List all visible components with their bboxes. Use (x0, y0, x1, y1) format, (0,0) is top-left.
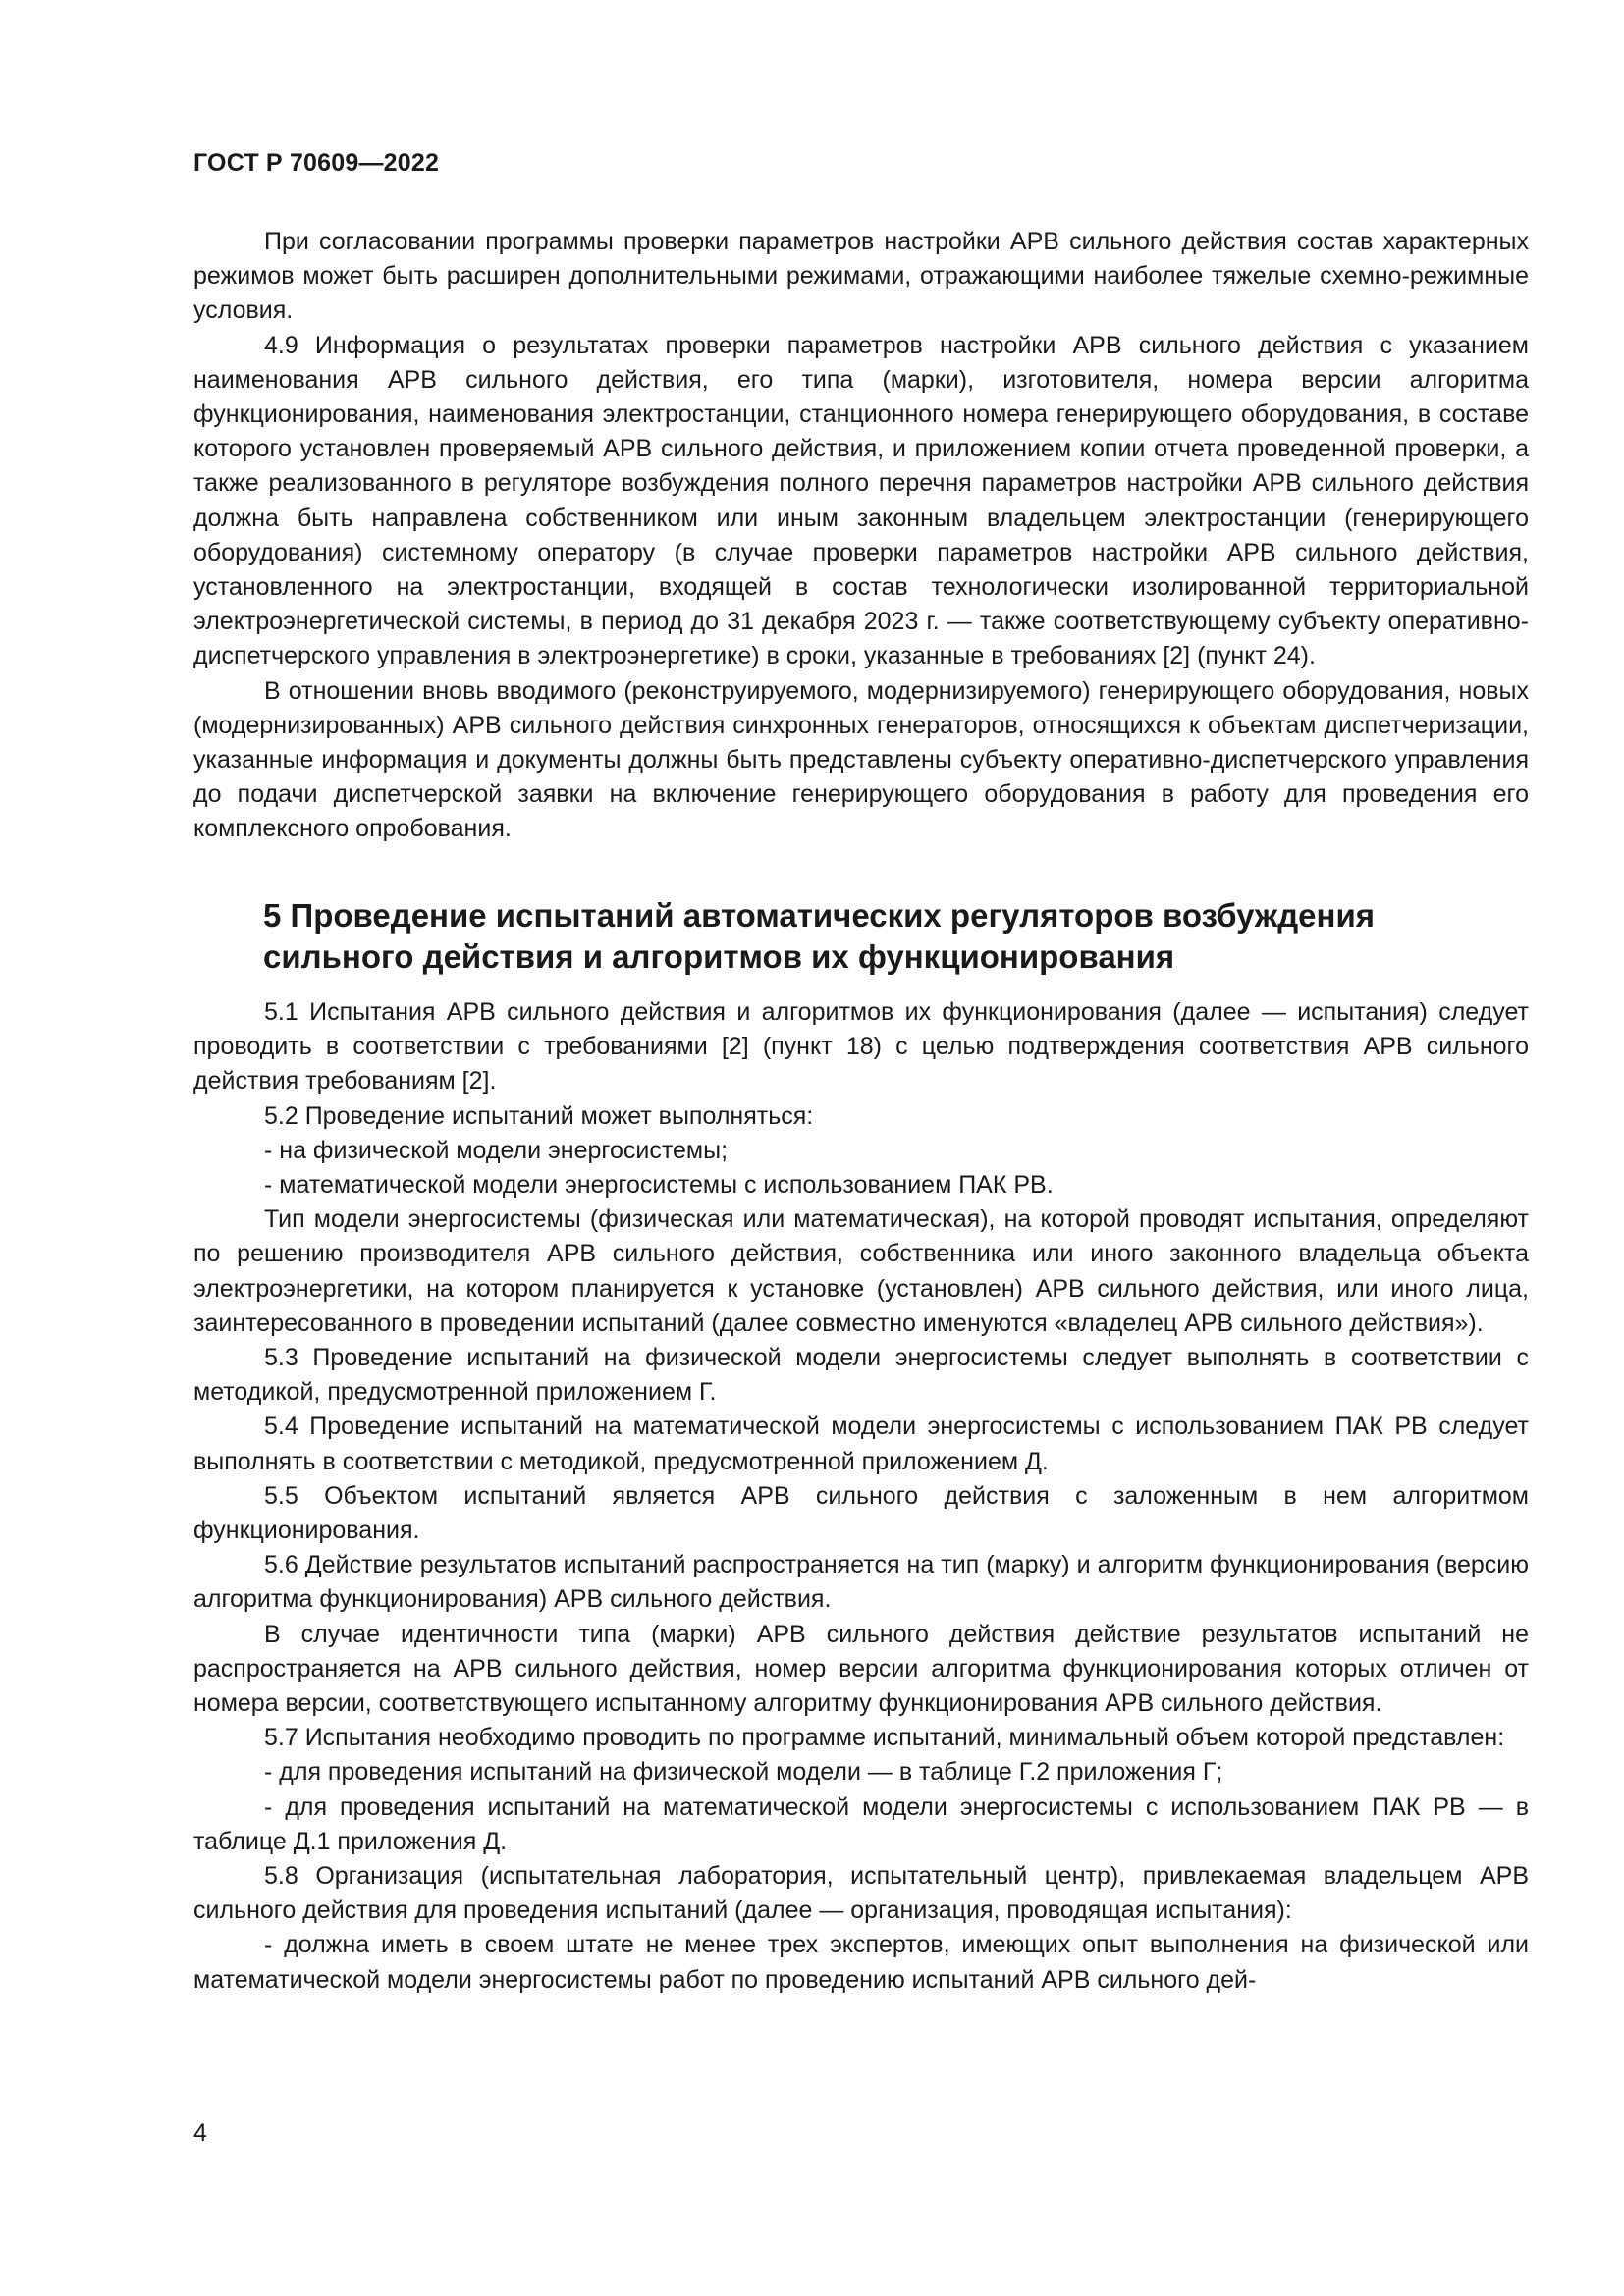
text-block-section-4 (193, 225, 1529, 847)
paragraph-5-1: 5.1 Испытания АРВ сильного действия и алгоритмов их функционирования (далее — испытания) следует проводить в соответствии с требованиями [2] (пункт 18) с целью подтверждения соответствия АРВ сильного действия требованиям [2]. (193, 998, 1529, 1095)
paragraph: В отношении вновь вводимого (реконструируемого, модернизируемого) генерирующего оборудования, новых (модернизированных) АРВ сильного действия синхронных генераторов, относящихся к объектам диспетчеризации, указанные информация и документы должны быть представлены субъекту оперативно-диспетчерского управления до подачи диспетчерской заявки на включение генерирующего оборудования в работу для проведения его комплексного опробования. (193, 676, 1529, 843)
paragraph-5-3: 5.3 Проведение испытаний на физической модели энергосистемы следует выполнять в соответствии с методикой, предусмотренной приложением Г. (193, 1344, 1529, 1407)
paragraph-5-7: 5.7 Испытания необходимо проводить по программе испытаний, минимальный объем которой представлен: (264, 1724, 1505, 1752)
paragraph-5-5: 5.5 Объектом испытаний является АРВ сильного действия с заложенным в нем алгоритмом функционирования. (193, 1481, 1529, 1545)
document-code-header: ГОСТ Р 70609—2022 (193, 149, 440, 177)
paragraph-5-2: 5.2 Проведение испытаний может выполняться: (264, 1101, 814, 1130)
list-item: - математической модели энергосистемы с использованием ПАК РВ. (264, 1171, 1054, 1200)
paragraph: При согласовании программы проверки параметров настройки АРВ сильного действия состав характерных режимов может быть расширен дополнительными режимами, отражающими наиболее тяжелые схемно-режимные условия. (193, 228, 1529, 325)
paragraph: Тип модели энергосистемы (физическая или математическая), на которой проводят испытания, определяют по решению производителя АРВ сильного действия, собственника или иного законного владельца объекта электроэнергетики, на котором планируется к установке (установлен) АРВ сильного действия, или иного лица, заинтересованного в проведении испытаний (далее совместно именуются «владелец АРВ сильного действия»). (193, 1205, 1529, 1337)
paragraph-4-9: 4.9 Информация о результатах проверки параметров настройки АРВ сильного действия с указанием наименования АРВ сильного действия, его типа (марки), изготовителя, номера версии алгоритма функционирования, наименования электростанции, станционного номера генерирующего оборудования, в составе которого установлен проверяемый АРВ сильного действия, и приложением копии отчета проведенной проверки, а также реализованного в регуляторе возбуждения полного перечня параметров настройки АРВ сильного действия должна быть направлена собственником или иным законным владельцем электростанции (генерирующего оборудования) системному оператору (в случае проверки параметров настройки АРВ сильного действия, установленного на электростанции, входящей в состав технологически изолированной территориальной электроэнергетической системы, в период до 31 декабря 2023 г. — также соответствующему субъекту оперативно-диспетчерского управления в электроэнергетике) в сроки, указанные в требованиях [2] (пункт 24). (193, 331, 1529, 670)
paragraph-5-8: 5.8 Организация (испытательная лаборатория, испытательный центр), привлекаемая владельцем АРВ сильного действия для проведения испытаний (далее — организация, проводящая испытания): (193, 1862, 1529, 1925)
paragraph-5-6: 5.6 Действие результатов испытаний распространяется на тип (марку) и алгоритм функционирования (версию алгоритма функционирования) АРВ сильного действия. (193, 1551, 1529, 1614)
page-number: 4 (193, 2119, 207, 2147)
list-item: - на физической модели энергосистемы; (264, 1136, 729, 1164)
section-5-heading: 5 Проведение испытаний автоматических регуляторов возбуждения сильного действия и алгоритмов их функционирования (263, 897, 1376, 975)
list-item: - для проведения испытаний на математической модели энергосистемы с использованием ПАК РВ — в таблице Д.1 приложения Д. (193, 1792, 1529, 1855)
paragraph: В случае идентичности типа (марки) АРВ сильного действия действие результатов испытаний не распространяется на АРВ сильного действия, номер версии алгоритма функционирования которых отличен от номера версии, соответствующего испытанному алгоритму функционирования АРВ сильного действия. (193, 1620, 1529, 1718)
list-item: - для проведения испытаний на физической модели — в таблице Г.2 приложения Г; (264, 1758, 1223, 1787)
paragraph-5-4: 5.4 Проведение испытаний на математической модели энергосистемы с использованием ПАК РВ следует выполнять в соответствии с методикой, предусмотренной приложением Д. (193, 1413, 1529, 1475)
text-block-section-5 (193, 995, 1529, 1998)
list-item: - должна иметь в своем штате не менее трех экспертов, имеющих опыт выполнения на физической или математической модели энергосистемы работ по проведению испытаний АРВ сильного дей- (193, 1931, 1529, 1994)
